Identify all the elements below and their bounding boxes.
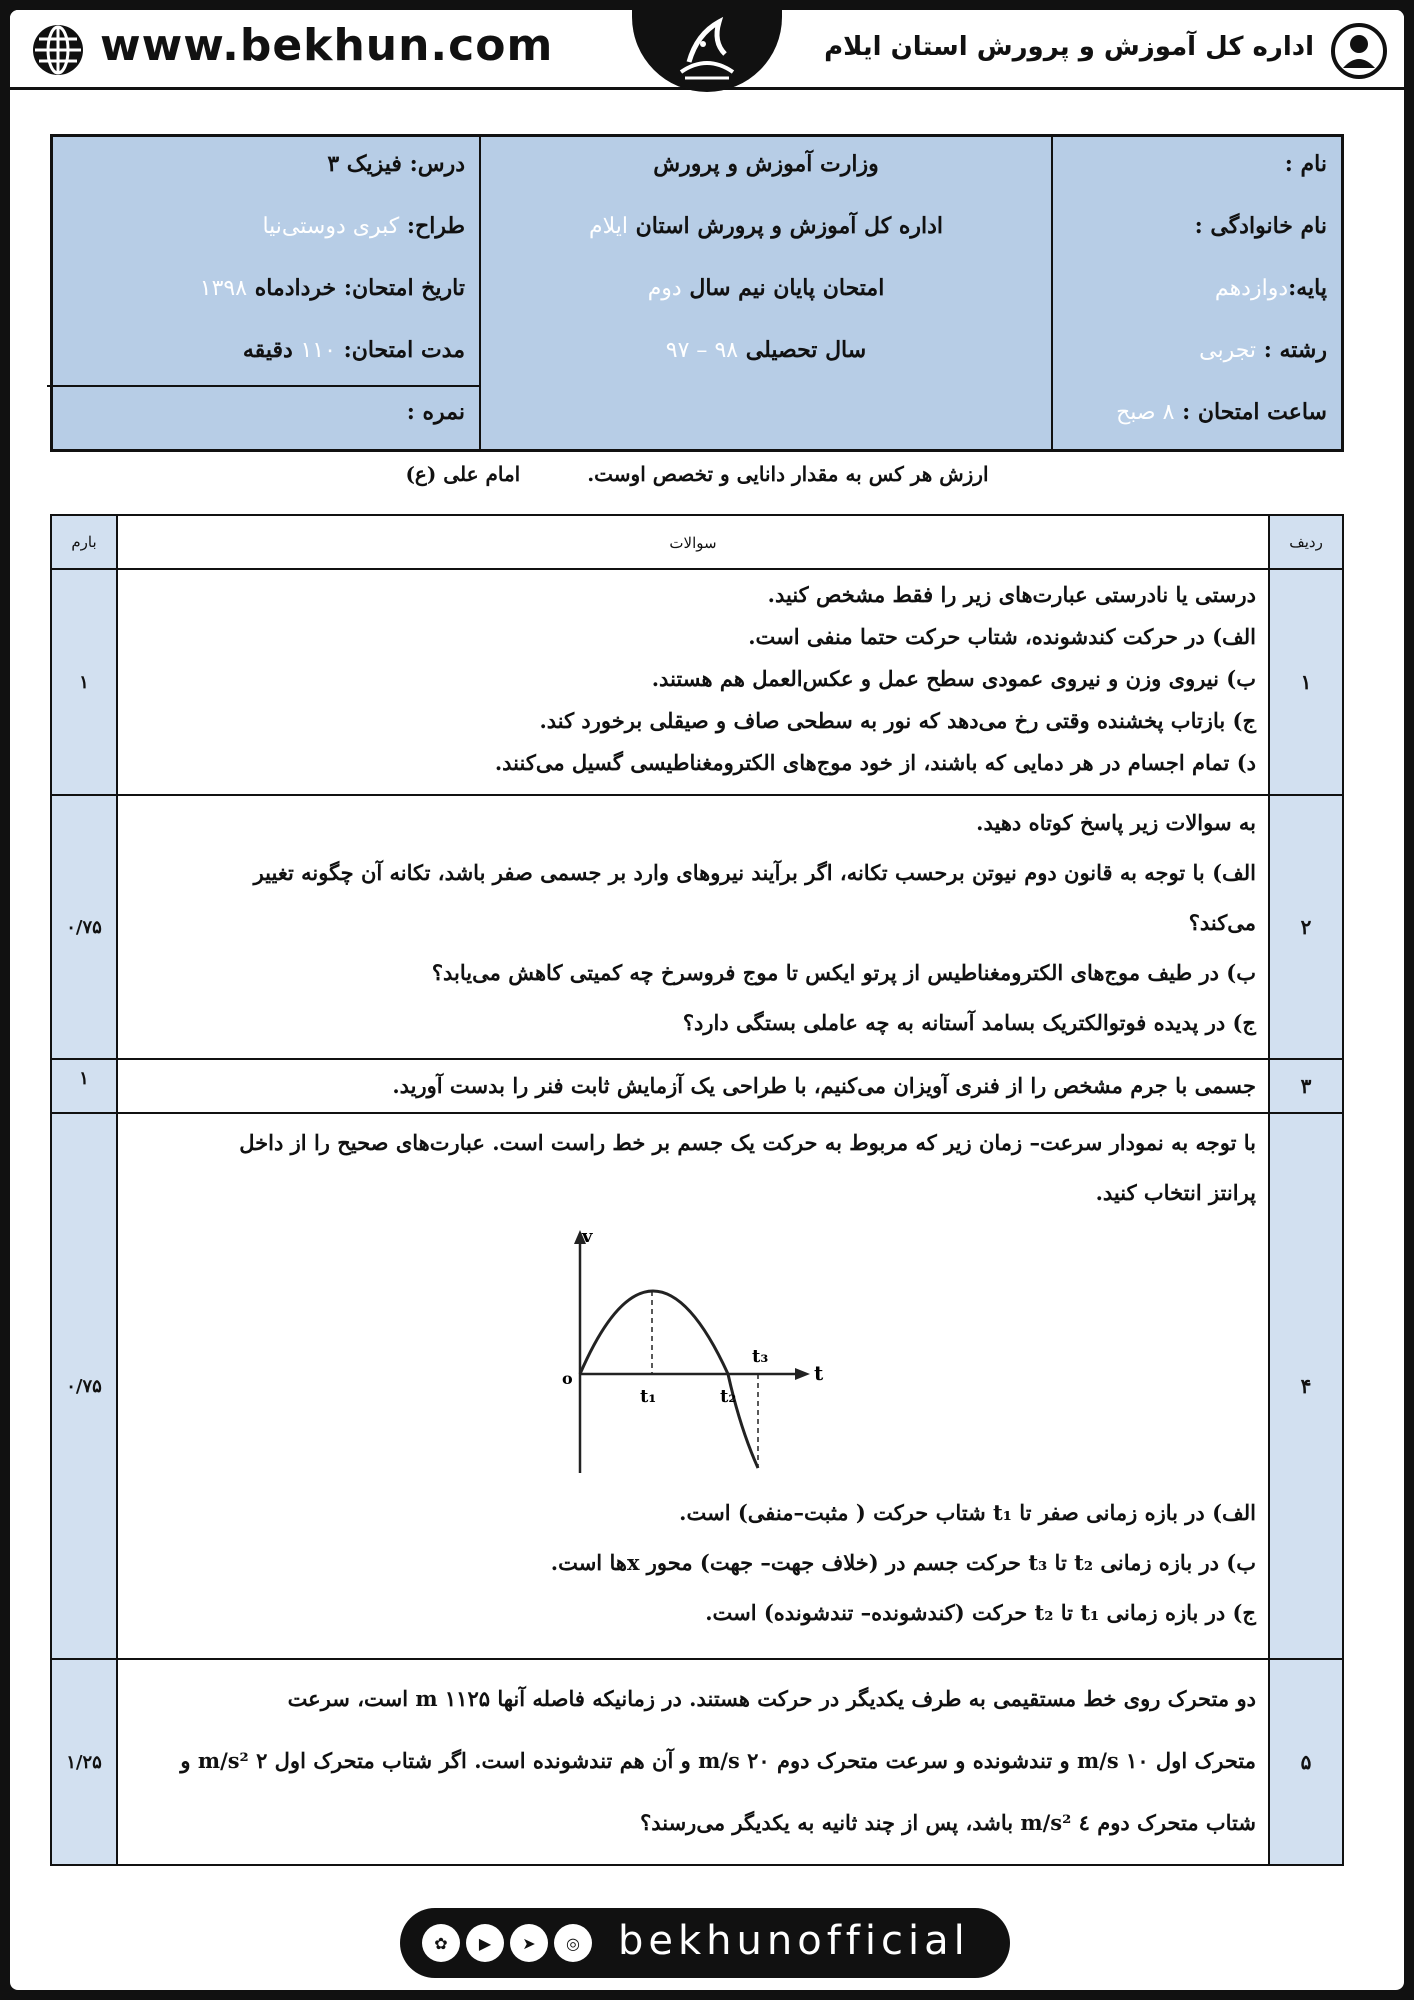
ministry: وزارت آموزش و پرورش [653, 151, 879, 177]
duration-line: مدت امتحان: ۱۱۰ دقیقه [242, 337, 465, 363]
table-header [52, 516, 1342, 570]
question-text [118, 1660, 1268, 1864]
velocity-curve [580, 1291, 758, 1468]
aparat-icon[interactable]: ✿ [422, 1924, 460, 1962]
question-mark: ۱ [52, 570, 118, 794]
question-line: جسمی با جرم مشخص را از فنری آویزان می‌کنیم، با طراحی یک آزمایش ثابت فنر را بدست آورید. [392, 1073, 1256, 1098]
velocity-time-graph [130, 1218, 1256, 1488]
question-line: شتاب متحرک دوم ٤ m/s² باشد، پس از چند ثانیه به یکدیگر می‌رسند؟ [640, 1810, 1256, 1835]
youtube-icon[interactable]: ▶ [466, 1924, 504, 1962]
question-line: پرانتز انتخاب کنید. [1095, 1180, 1256, 1205]
col-questions-header: سوالات [669, 534, 717, 552]
question-number: ۲ [1268, 796, 1342, 1058]
question-line: ج) در پدیده فوتوالکتریک بسامد آستانه به چه عاملی بستگی دارد؟ [682, 1010, 1256, 1035]
question-mark: ۱ [52, 1060, 118, 1112]
course-info [47, 137, 479, 449]
t2-label: t₂ [720, 1386, 737, 1407]
t3-label: t₃ [752, 1346, 769, 1367]
question-line: ب) نیروی وزن و نیروی عمودی سطح عمل و عکس‌العمل هم هستند. [651, 666, 1256, 691]
col-mark-header: بارم [52, 516, 118, 568]
origin-label: o [562, 1369, 573, 1388]
question-line: د) تمام اجسام در هر دمایی که باشند، از خود موج‌های الکترومغناطیسی گسیل می‌کنند. [494, 750, 1256, 775]
user-icon [1330, 22, 1388, 80]
question-line: متحرک اول ۱۰ m/s و تندشونده و سرعت متحرک دوم ۲۰ m/s و آن هم تندشونده است. اگر شتاب متحرک اول ۲ m/s² و [180, 1748, 1256, 1773]
question-line: دو متحرک روی خط مستقیمی به طرف یکدیگر در حرکت هستند. در زمانیکه فاصله آنها ۱۱۲۵ m است، سرعت [287, 1686, 1256, 1711]
x-axis-arrow [795, 1368, 810, 1380]
exam-type: امتحان پایان نیم سال دوم [647, 275, 885, 301]
quote [50, 462, 1344, 486]
social-footer [400, 1908, 1010, 1978]
question-line: ب) در طیف موج‌های الکترومغناطیس از پرتو ایکس تا موج فروسرخ چه کمیتی کاهش می‌یابد؟ [431, 960, 1256, 985]
question-text [118, 796, 1268, 1058]
question-mark: ۰/۷۵ [52, 1114, 118, 1658]
question-line: الف) در حرکت کندشونده، شتاب حرکت حتما منفی است. [748, 624, 1256, 649]
col-row-header: ردیف [1268, 516, 1342, 568]
vt-graph-svg [540, 1228, 840, 1488]
question-row [52, 1660, 1342, 1864]
y-axis-label: v [582, 1228, 593, 1247]
top-bar [10, 10, 1404, 90]
exam-header [50, 134, 1344, 452]
score-label: نمره : [406, 399, 465, 425]
question-number: ۱ [1268, 570, 1342, 794]
question-line: درستی یا نادرستی عبارت‌های زیر را فقط مشخص کنید. [767, 582, 1256, 607]
globe-icon [30, 22, 86, 78]
question-line: می‌کند؟ [1188, 910, 1256, 935]
telegram-icon[interactable]: ➤ [510, 1924, 548, 1962]
question-row [52, 1114, 1342, 1660]
date-line: تاریخ امتحان: خردادماه ۱۳۹۸ [199, 275, 465, 301]
logo [632, 10, 782, 92]
question-row [52, 1060, 1342, 1114]
question-line: با توجه به نمودار سرعت– زمان زیر که مربوط به حرکت یک جسم بر خط راست است. عبارت‌های صحیح را از داخل [239, 1130, 1256, 1155]
student-info [1051, 137, 1341, 449]
question-line: الف) با توجه به قانون دوم نیوتن برحسب تکانه، اگر برآیند نیروهای وارد بر جسمی صفر باشد، تکانه آن چگونه تغییر [253, 860, 1256, 885]
logo-icon [667, 14, 747, 88]
quote-text: ارزش هر کس به مقدار دانایی و تخصص اوست. [587, 462, 989, 486]
exam-info [479, 137, 1051, 449]
question-line: به سوالات زیر پاسخ کوتاه دهید. [976, 810, 1256, 835]
question-mark: ۱/۲۵ [52, 1660, 118, 1864]
question-mark: ۰/۷۵ [52, 796, 118, 1058]
t1-label: t₁ [640, 1386, 657, 1407]
question-text [118, 570, 1268, 794]
x-axis-label: t [814, 1361, 824, 1385]
question-line: ب) در بازه زمانی t₂ تا t₃ حرکت جسم در (خلاف جهت– جهت) محور xها است. [550, 1550, 1256, 1575]
question-row [52, 796, 1342, 1060]
social-handle[interactable]: bekhunofficial [618, 1918, 970, 1964]
course-line: درس: فیزیک ۳ [327, 151, 465, 177]
quote-source: امام علی (ع) [405, 462, 521, 486]
question-text [118, 1114, 1268, 1658]
question-line: الف) در بازه زمانی صفر تا t₁ شتاب حرکت ( مثبت–منفی) است. [679, 1500, 1256, 1525]
office-line: اداره کل آموزش و پرورش استان ایلام [588, 213, 944, 239]
score-divider [47, 385, 479, 387]
question-number: ۴ [1268, 1114, 1342, 1658]
field-line: رشته : تجربی [1199, 337, 1327, 363]
question-text [118, 1060, 1268, 1112]
exam-page [10, 10, 1404, 1990]
question-number: ۳ [1268, 1060, 1342, 1112]
grade-line: پایه:دوازدهم [1214, 275, 1327, 301]
site-url[interactable]: www.bekhun.com [100, 20, 554, 71]
social-icons [422, 1924, 592, 1962]
instagram-icon[interactable]: ◎ [554, 1924, 592, 1962]
family-label: نام خانوادگی : [1194, 213, 1327, 239]
question-number: ۵ [1268, 1660, 1342, 1864]
questions-table [50, 514, 1344, 1866]
name-label: نام : [1284, 151, 1327, 177]
question-row [52, 570, 1342, 796]
time-line: ساعت امتحان : ۸ صبح [1116, 399, 1327, 425]
question-line: ج) بازتاب پخشنده وقتی رخ می‌دهد که نور به سطحی صاف و صیقلی برخورد کند. [539, 708, 1256, 733]
school-year: سال تحصیلی ۹۸ – ۹۷ [665, 337, 867, 363]
designer-line: طراح: کبری دوستی‌نیا [262, 213, 465, 239]
office-title: اداره کل آموزش و پرورش استان ایلام [824, 32, 1314, 62]
question-line: ج) در بازه زمانی t₁ تا t₂ حرکت (کندشونده– تندشونده) است. [705, 1600, 1256, 1625]
